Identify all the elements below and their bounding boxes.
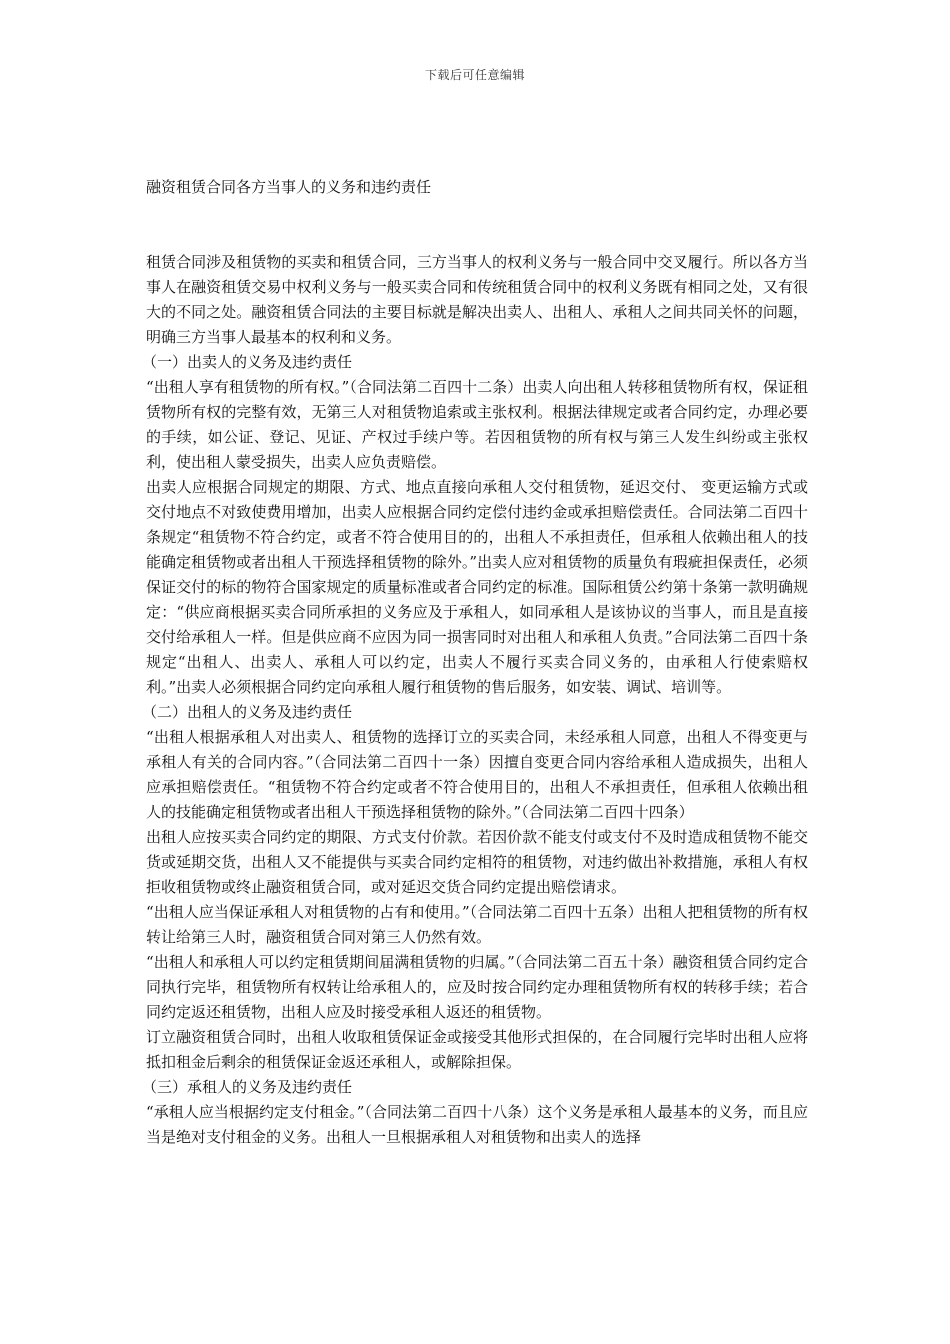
paragraph-seller-delivery: 出卖人应根据合同规定的期限、方式、地点直接向承租人交付租赁物，延迟交付、 变更运输方式或交付地点不对致使费用增加，出卖人应根据合同约定偿付违约金或承担赔偿责任。合同法第二百四十条规定“租赁物不符合约定，或者不符合使用目的的，出租人不承担责任，但承租人依赖出租人的技能确定租赁物或者出租人干预选择租赁物的除外。”出卖人应对租赁物的质量负有瑕疵担保责任，必须保证交付的标的物符合国家规定的质量标准或者合同约定的标准。国际租赁公约第十条第一款明确规定：“供应商根据买卖合同所承担的义务应及于承租人，如同承租人是该协议的当事人，而且是直接交付给承租人一样。但是供应商不应因为同一损害同时对出租人和承租人负责。”合同法第二百四十条规定“出租人、出卖人、承租人可以约定，出卖人不履行买卖合同义务的，由承租人行使索赔权利。”出卖人必须根据合同约定向承租人履行租赁物的售后服务，如安装、调试、培训等。 [146, 478, 808, 696]
paragraph-lessor-possession: “出租人应当保证承租人对租赁物的占有和使用。”（合同法第二百四十五条）出租人把租赁物的所有权转让给第三人时，融资租赁合同对第三人仍然有效。 [146, 903, 808, 946]
paragraph-intro: 租赁合同涉及租赁物的买卖和租赁合同，三方当事人的权利义务与一般合同中交叉履行。所以各方当事人在融资租赁交易中权利义务与一般买卖合同和传统租赁合同中的权利义务既有相同之处，又有很大的不同之处。融资租赁合同法的主要目标就是解决出卖人、出租人、承租人之间共同关怀的问题，明确三方当事人最基本的权利和义务。 [146, 253, 808, 346]
section-heading-seller: （一）出卖人的义务及违约责任 [142, 353, 353, 371]
paragraph-lessor-deposit: 订立融资租赁合同时，出租人收取租赁保证金或接受其他形式担保的，在合同履行完毕时出租人应将抵扣租金后剩余的租赁保证金返还承租人，或解除担保。 [146, 1028, 808, 1071]
header-note: 下载后可任意编辑 [424, 68, 525, 82]
paragraph-lessor-payment: 出租人应按买卖合同约定的期限、方式支付价款。若因价款不能支付或支付不及时造成租赁物不能交货或延期交货，出租人又不能提供与买卖合同约定相符的租赁物，对违约做出补救措施，承租人有权拒收租赁物或终止融资租赁合同，或对延迟交货合同约定提出赔偿请求。 [146, 828, 808, 896]
paragraph-lessor-ownership-transfer: “出租人和承租人可以约定租赁期间届满租赁物的归属。”（合同法第二百五十条）融资租赁合同约定合同执行完毕，租赁物所有权转让给承租人的，应及时按合同约定办理租赁物所有权的转移手续；若合同约定返还租赁物，出租人应及时接受承租人返还的租赁物。 [146, 953, 808, 1021]
paragraph-lessor-contract: “出租人根据承租人对出卖人、租赁物的选择订立的买卖合同，未经承租人同意，出租人不得变更与承租人有关的合同内容。”（合同法第二百四十一条）因擅自变更合同内容给承租人造成损失，出租人应承担赔偿责任。“租赁物不符合约定或者不符合使用目的，出租人不承担责任，但承租人依赖出租人的技能确定租赁物或者出租人干预选择租赁物的除外。”（合同法第二百四十四条） [146, 728, 808, 821]
paragraph-seller-ownership: “出租人享有租赁物的所有权。”（合同法第二百四十二条）出卖人向出租人转移租赁物所有权，保证租赁物所有权的完整有效，无第三人对租赁物追索或主张权利。根据法律规定或者合同约定，办理必要的手续，如公证、登记、见证、产权过手续户等。若因租赁物的所有权与第三人发生纠纷或主张权利，使出租人蒙受损失，出卖人应负责赔偿。 [146, 378, 808, 471]
document-body [142, 250, 808, 1150]
section-heading-lessee: （三）承租人的义务及违约责任 [142, 1078, 353, 1096]
section-heading-lessor: （二）出租人的义务及违约责任 [142, 703, 353, 721]
document-title: 融资租赁合同各方当事人的义务和违约责任 [146, 178, 432, 196]
paragraph-lessee-rent: “承租人应当根据约定支付租金。”（合同法第二百四十八条）这个义务是承租人最基本的义务，而且应当是绝对支付租金的义务。出租人一旦根据承租人对租赁物和出卖人的选择 [146, 1103, 808, 1146]
